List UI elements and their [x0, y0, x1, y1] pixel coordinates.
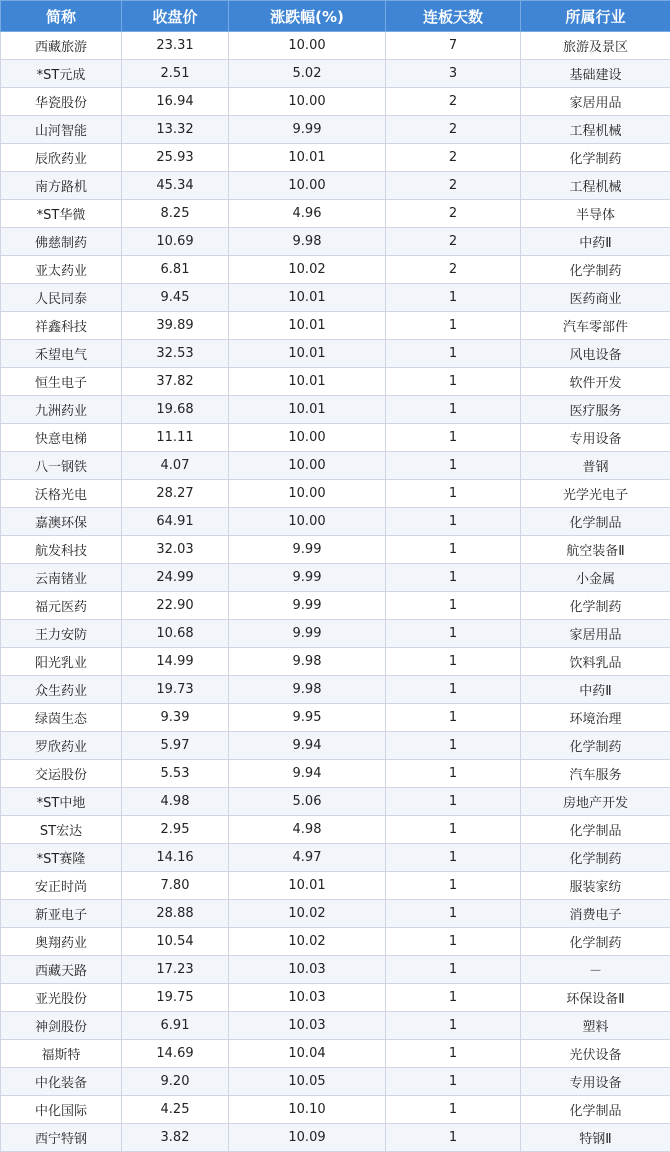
- change-pct-cell: 10.00: [229, 424, 386, 452]
- stock-name-cell: 山河智能: [1, 116, 122, 144]
- table-row: [1, 1096, 670, 1124]
- stock-name-cell: 西宁特钢: [1, 1124, 122, 1152]
- table-row: [1, 340, 670, 368]
- change-pct-cell: 10.02: [229, 928, 386, 956]
- change-pct-cell: 4.96: [229, 200, 386, 228]
- change-pct-cell: 10.04: [229, 1040, 386, 1068]
- column-header-change-pct: 涨跌幅(%): [229, 1, 386, 32]
- close-price-cell: 2.95: [122, 816, 229, 844]
- consecutive-days-cell: 1: [386, 424, 521, 452]
- consecutive-days-cell: 1: [386, 340, 521, 368]
- change-pct-cell: 9.95: [229, 704, 386, 732]
- stock-name-cell: 王力安防: [1, 620, 122, 648]
- change-pct-cell: 9.99: [229, 116, 386, 144]
- column-header-industry: 所属行业: [521, 1, 670, 32]
- table-row: [1, 32, 670, 60]
- stock-name-cell: 禾望电气: [1, 340, 122, 368]
- table-row: [1, 984, 670, 1012]
- industry-cell: 光学光电子: [521, 480, 670, 508]
- industry-cell: 光伏设备: [521, 1040, 670, 1068]
- close-price-cell: 64.91: [122, 508, 229, 536]
- close-price-cell: 8.25: [122, 200, 229, 228]
- industry-cell: 化学制药: [521, 592, 670, 620]
- close-price-cell: 25.93: [122, 144, 229, 172]
- table-row: [1, 396, 670, 424]
- industry-cell: 小金属: [521, 564, 670, 592]
- stock-name-cell: 中化装备: [1, 1068, 122, 1096]
- table-row: [1, 676, 670, 704]
- close-price-cell: 14.69: [122, 1040, 229, 1068]
- table-row: [1, 312, 670, 340]
- table-row: [1, 424, 670, 452]
- consecutive-days-cell: 2: [386, 144, 521, 172]
- stock-name-cell: 罗欣药业: [1, 732, 122, 760]
- consecutive-days-cell: 1: [386, 1040, 521, 1068]
- stock-name-cell: 华瓷股份: [1, 88, 122, 116]
- close-price-cell: 14.16: [122, 844, 229, 872]
- table-row: [1, 508, 670, 536]
- industry-cell: 化学制品: [521, 508, 670, 536]
- table-row: [1, 956, 670, 984]
- consecutive-days-cell: 1: [386, 564, 521, 592]
- close-price-cell: 2.51: [122, 60, 229, 88]
- industry-cell: 半导体: [521, 200, 670, 228]
- close-price-cell: 23.31: [122, 32, 229, 60]
- table-row: [1, 900, 670, 928]
- close-price-cell: 11.11: [122, 424, 229, 452]
- change-pct-cell: 10.00: [229, 32, 386, 60]
- table-row: [1, 872, 670, 900]
- change-pct-cell: 10.01: [229, 396, 386, 424]
- change-pct-cell: 10.00: [229, 452, 386, 480]
- change-pct-cell: 4.98: [229, 816, 386, 844]
- industry-cell: 消费电子: [521, 900, 670, 928]
- industry-cell: 化学制药: [521, 928, 670, 956]
- close-price-cell: 9.39: [122, 704, 229, 732]
- change-pct-cell: 9.98: [229, 676, 386, 704]
- industry-cell: 化学制品: [521, 816, 670, 844]
- table-header-row: [1, 1, 670, 32]
- change-pct-cell: 5.06: [229, 788, 386, 816]
- stock-name-cell: 嘉澳环保: [1, 508, 122, 536]
- stock-name-cell: *ST中地: [1, 788, 122, 816]
- industry-cell: 特钢Ⅱ: [521, 1124, 670, 1152]
- change-pct-cell: 10.00: [229, 172, 386, 200]
- close-price-cell: 7.80: [122, 872, 229, 900]
- close-price-cell: 4.25: [122, 1096, 229, 1124]
- stock-name-cell: 九洲药业: [1, 396, 122, 424]
- table-row: [1, 816, 670, 844]
- stock-name-cell: 辰欣药业: [1, 144, 122, 172]
- industry-cell: 工程机械: [521, 172, 670, 200]
- consecutive-days-cell: 3: [386, 60, 521, 88]
- change-pct-cell: 9.99: [229, 620, 386, 648]
- change-pct-cell: 4.97: [229, 844, 386, 872]
- change-pct-cell: 10.01: [229, 284, 386, 312]
- consecutive-days-cell: 2: [386, 116, 521, 144]
- table-row: [1, 480, 670, 508]
- consecutive-days-cell: 1: [386, 1124, 521, 1152]
- consecutive-days-cell: 1: [386, 312, 521, 340]
- stock-name-cell: 沃格光电: [1, 480, 122, 508]
- table-row: [1, 928, 670, 956]
- table-row: [1, 844, 670, 872]
- consecutive-days-cell: 1: [386, 368, 521, 396]
- table-row: [1, 1040, 670, 1068]
- stock-name-cell: 南方路机: [1, 172, 122, 200]
- table-row: [1, 732, 670, 760]
- consecutive-days-cell: 1: [386, 1012, 521, 1040]
- consecutive-days-cell: 2: [386, 200, 521, 228]
- industry-cell: －: [521, 956, 670, 984]
- stock-name-cell: 安正时尚: [1, 872, 122, 900]
- consecutive-days-cell: 1: [386, 928, 521, 956]
- industry-cell: 软件开发: [521, 368, 670, 396]
- close-price-cell: 4.07: [122, 452, 229, 480]
- table-row: [1, 760, 670, 788]
- consecutive-days-cell: 1: [386, 760, 521, 788]
- stock-name-cell: 新亚电子: [1, 900, 122, 928]
- table-row: [1, 704, 670, 732]
- stock-name-cell: 亚光股份: [1, 984, 122, 1012]
- close-price-cell: 5.53: [122, 760, 229, 788]
- stock-name-cell: ST宏达: [1, 816, 122, 844]
- close-price-cell: 17.23: [122, 956, 229, 984]
- consecutive-days-cell: 1: [386, 396, 521, 424]
- consecutive-days-cell: 2: [386, 172, 521, 200]
- stock-name-cell: 佛慈制药: [1, 228, 122, 256]
- table-body: [1, 32, 670, 1152]
- industry-cell: 家居用品: [521, 620, 670, 648]
- close-price-cell: 10.69: [122, 228, 229, 256]
- industry-cell: 化学制药: [521, 844, 670, 872]
- consecutive-days-cell: 1: [386, 592, 521, 620]
- change-pct-cell: 10.01: [229, 340, 386, 368]
- change-pct-cell: 10.02: [229, 900, 386, 928]
- table-row: [1, 256, 670, 284]
- industry-cell: 化学制药: [521, 144, 670, 172]
- close-price-cell: 32.53: [122, 340, 229, 368]
- close-price-cell: 22.90: [122, 592, 229, 620]
- close-price-cell: 10.68: [122, 620, 229, 648]
- change-pct-cell: 10.01: [229, 368, 386, 396]
- industry-cell: 环境治理: [521, 704, 670, 732]
- stock-name-cell: 福斯特: [1, 1040, 122, 1068]
- consecutive-days-cell: 2: [386, 228, 521, 256]
- industry-cell: 饮料乳品: [521, 648, 670, 676]
- stock-name-cell: 八一钢铁: [1, 452, 122, 480]
- table-row: [1, 116, 670, 144]
- close-price-cell: 4.98: [122, 788, 229, 816]
- table-row: [1, 788, 670, 816]
- table-row: [1, 88, 670, 116]
- change-pct-cell: 10.03: [229, 956, 386, 984]
- column-header-name: 简称: [1, 1, 122, 32]
- change-pct-cell: 9.99: [229, 564, 386, 592]
- stock-name-cell: 众生药业: [1, 676, 122, 704]
- stock-name-cell: 亚太药业: [1, 256, 122, 284]
- close-price-cell: 45.34: [122, 172, 229, 200]
- table-row: [1, 536, 670, 564]
- change-pct-cell: 10.03: [229, 1012, 386, 1040]
- stock-name-cell: 西藏旅游: [1, 32, 122, 60]
- industry-cell: 旅游及景区: [521, 32, 670, 60]
- change-pct-cell: 9.99: [229, 536, 386, 564]
- consecutive-days-cell: 1: [386, 956, 521, 984]
- stock-name-cell: 神剑股份: [1, 1012, 122, 1040]
- table-row: [1, 284, 670, 312]
- close-price-cell: 6.81: [122, 256, 229, 284]
- change-pct-cell: 10.00: [229, 480, 386, 508]
- change-pct-cell: 10.10: [229, 1096, 386, 1124]
- change-pct-cell: 9.98: [229, 228, 386, 256]
- industry-cell: 塑料: [521, 1012, 670, 1040]
- table-row: [1, 592, 670, 620]
- change-pct-cell: 10.01: [229, 144, 386, 172]
- stock-name-cell: *ST赛隆: [1, 844, 122, 872]
- change-pct-cell: 9.94: [229, 732, 386, 760]
- consecutive-days-cell: 1: [386, 900, 521, 928]
- close-price-cell: 32.03: [122, 536, 229, 564]
- table-row: [1, 620, 670, 648]
- industry-cell: 风电设备: [521, 340, 670, 368]
- change-pct-cell: 10.01: [229, 872, 386, 900]
- table-row: [1, 228, 670, 256]
- industry-cell: 汽车零部件: [521, 312, 670, 340]
- close-price-cell: 10.54: [122, 928, 229, 956]
- industry-cell: 环保设备Ⅱ: [521, 984, 670, 1012]
- change-pct-cell: 9.98: [229, 648, 386, 676]
- industry-cell: 中药Ⅱ: [521, 228, 670, 256]
- table-row: [1, 172, 670, 200]
- close-price-cell: 19.75: [122, 984, 229, 1012]
- industry-cell: 汽车服务: [521, 760, 670, 788]
- industry-cell: 化学制品: [521, 1096, 670, 1124]
- stock-name-cell: 奥翔药业: [1, 928, 122, 956]
- industry-cell: 医疗服务: [521, 396, 670, 424]
- table-row: [1, 200, 670, 228]
- table-row: [1, 144, 670, 172]
- stock-name-cell: 中化国际: [1, 1096, 122, 1124]
- consecutive-days-cell: 1: [386, 844, 521, 872]
- close-price-cell: 37.82: [122, 368, 229, 396]
- column-header-close-price: 收盘价: [122, 1, 229, 32]
- stock-name-cell: 绿茵生态: [1, 704, 122, 732]
- consecutive-days-cell: 1: [386, 984, 521, 1012]
- stock-name-cell: *ST元成: [1, 60, 122, 88]
- industry-cell: 化学制药: [521, 732, 670, 760]
- table-row: [1, 368, 670, 396]
- change-pct-cell: 10.09: [229, 1124, 386, 1152]
- change-pct-cell: 10.00: [229, 88, 386, 116]
- consecutive-days-cell: 1: [386, 816, 521, 844]
- stock-name-cell: 福元医药: [1, 592, 122, 620]
- stock-name-cell: 祥鑫科技: [1, 312, 122, 340]
- change-pct-cell: 9.94: [229, 760, 386, 788]
- industry-cell: 工程机械: [521, 116, 670, 144]
- consecutive-days-cell: 1: [386, 676, 521, 704]
- change-pct-cell: 10.01: [229, 312, 386, 340]
- industry-cell: 中药Ⅱ: [521, 676, 670, 704]
- change-pct-cell: 10.05: [229, 1068, 386, 1096]
- table-row: [1, 60, 670, 88]
- table-row: [1, 648, 670, 676]
- stock-name-cell: 人民同泰: [1, 284, 122, 312]
- stock-name-cell: 阳光乳业: [1, 648, 122, 676]
- industry-cell: 房地产开发: [521, 788, 670, 816]
- consecutive-days-cell: 1: [386, 480, 521, 508]
- industry-cell: 普钢: [521, 452, 670, 480]
- consecutive-days-cell: 1: [386, 620, 521, 648]
- column-header-consecutive-days: 连板天数: [386, 1, 521, 32]
- industry-cell: 服装家纺: [521, 872, 670, 900]
- table-row: [1, 1068, 670, 1096]
- close-price-cell: 19.73: [122, 676, 229, 704]
- consecutive-days-cell: 1: [386, 1096, 521, 1124]
- table-row: [1, 564, 670, 592]
- industry-cell: 专用设备: [521, 424, 670, 452]
- close-price-cell: 9.45: [122, 284, 229, 312]
- table-row: [1, 1012, 670, 1040]
- consecutive-days-cell: 1: [386, 284, 521, 312]
- table-row: [1, 452, 670, 480]
- change-pct-cell: 9.99: [229, 592, 386, 620]
- close-price-cell: 13.32: [122, 116, 229, 144]
- close-price-cell: 19.68: [122, 396, 229, 424]
- stock-name-cell: *ST华微: [1, 200, 122, 228]
- stock-name-cell: 快意电梯: [1, 424, 122, 452]
- consecutive-days-cell: 1: [386, 788, 521, 816]
- close-price-cell: 16.94: [122, 88, 229, 116]
- close-price-cell: 6.91: [122, 1012, 229, 1040]
- close-price-cell: 14.99: [122, 648, 229, 676]
- stock-name-cell: 交运股份: [1, 760, 122, 788]
- consecutive-days-cell: 1: [386, 704, 521, 732]
- stock-name-cell: 西藏天路: [1, 956, 122, 984]
- change-pct-cell: 10.00: [229, 508, 386, 536]
- close-price-cell: 9.20: [122, 1068, 229, 1096]
- close-price-cell: 39.89: [122, 312, 229, 340]
- consecutive-days-cell: 1: [386, 452, 521, 480]
- change-pct-cell: 10.02: [229, 256, 386, 284]
- close-price-cell: 28.88: [122, 900, 229, 928]
- close-price-cell: 3.82: [122, 1124, 229, 1152]
- close-price-cell: 24.99: [122, 564, 229, 592]
- consecutive-days-cell: 1: [386, 536, 521, 564]
- industry-cell: 医药商业: [521, 284, 670, 312]
- consecutive-days-cell: 1: [386, 732, 521, 760]
- stock-name-cell: 恒生电子: [1, 368, 122, 396]
- change-pct-cell: 10.03: [229, 984, 386, 1012]
- consecutive-days-cell: 1: [386, 508, 521, 536]
- table-row: [1, 1124, 670, 1152]
- consecutive-days-cell: 1: [386, 648, 521, 676]
- close-price-cell: 28.27: [122, 480, 229, 508]
- consecutive-days-cell: 2: [386, 256, 521, 284]
- consecutive-days-cell: 2: [386, 88, 521, 116]
- change-pct-cell: 5.02: [229, 60, 386, 88]
- stock-name-cell: 云南锗业: [1, 564, 122, 592]
- close-price-cell: 5.97: [122, 732, 229, 760]
- industry-cell: 化学制药: [521, 256, 670, 284]
- industry-cell: 专用设备: [521, 1068, 670, 1096]
- consecutive-days-cell: 1: [386, 872, 521, 900]
- stock-name-cell: 航发科技: [1, 536, 122, 564]
- consecutive-days-cell: 7: [386, 32, 521, 60]
- industry-cell: 基础建设: [521, 60, 670, 88]
- industry-cell: 航空装备Ⅱ: [521, 536, 670, 564]
- consecutive-days-cell: 1: [386, 1068, 521, 1096]
- industry-cell: 家居用品: [521, 88, 670, 116]
